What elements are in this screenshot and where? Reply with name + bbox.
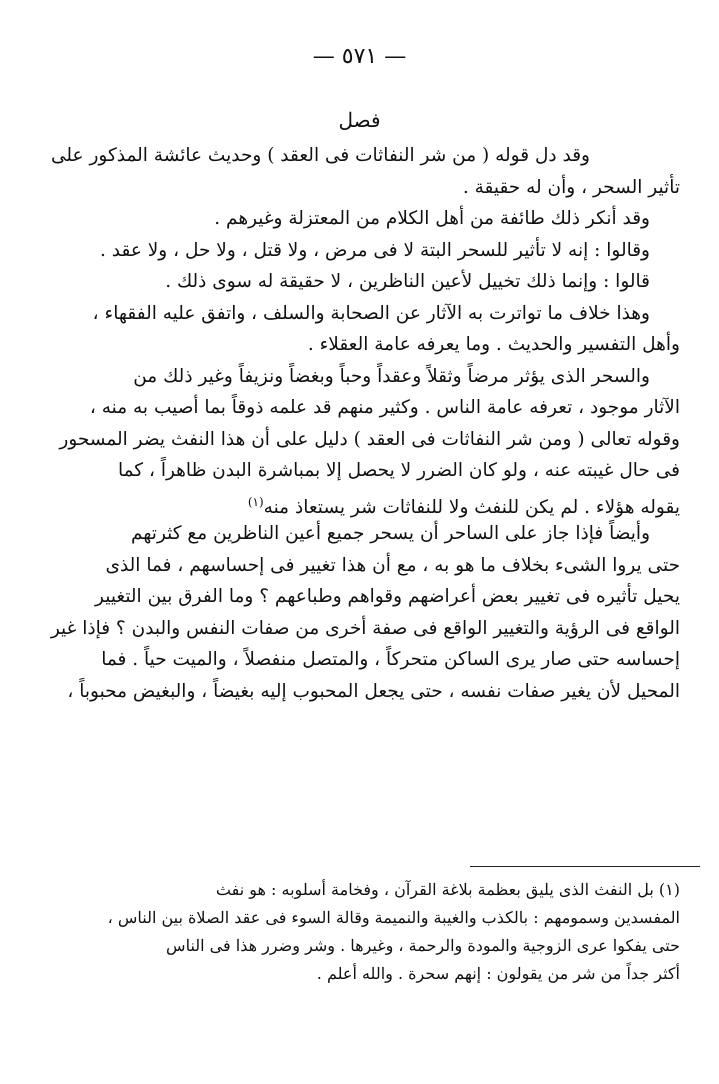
page-number: — ٥٧١ — bbox=[312, 44, 407, 69]
footnote-line: حتى يفكوا عرى الزوجية والمودة والرحمة ، وغيرها . وشر وضرر هذا فى الناس bbox=[166, 936, 680, 955]
text-line: والسحر الذى يؤثر مرضاً وثقلاً وعقداً وحباً وبغضاً ونزيفاً وغير ذلك من bbox=[133, 365, 650, 387]
footnote bbox=[60, 876, 680, 988]
text-line: وأيضاً فإذا جاز على الساحر أن يسحر جميع أعين الناظرين مع كثرتهم bbox=[130, 523, 650, 544]
text-line: إحساسه حتى صار يرى الساكن متحركاً ، والمتصل منفصلاً ، والميت حياً . فما bbox=[101, 649, 680, 670]
text-line: يحيل تأثيره فى تغيير بعض أعراضهم وقواهم وطباعهم ؟ وما الفرق بين التغيير bbox=[95, 586, 680, 607]
text-line: تأثير السحر ، وأن له حقيقة . bbox=[462, 176, 680, 198]
text-line: الآثار موجود ، تعرفه عامة الناس . وكثير منهم قد علمه ذوقاً بما أصيب به منه ، bbox=[89, 397, 680, 418]
footnote-marker: (١) bbox=[247, 494, 264, 509]
text-line: قالوا : وإنما ذلك تخييل لأعين الناظرين ، لا حقيقة له سوى ذلك . bbox=[165, 271, 650, 292]
text-line: وقالوا : إنه لا تأثير للسحر البتة لا فى مرض ، ولا قتل ، ولا حل ، ولا عقد . bbox=[99, 239, 650, 261]
text-line: وأهل التفسير والحديث . وما يعرفه عامة العقلاء . bbox=[307, 334, 680, 355]
text-line: وقد أنكر ذلك طائفة من أهل الكلام من المعتزلة وغيرهم . bbox=[214, 208, 650, 229]
footnote-line: المفسدين وسمومهم : بالكذب والغيبة والنميمة وقالة السوء فى عقد الصلاة بين الناس ، bbox=[107, 908, 680, 927]
text-line-with-footnote bbox=[60, 487, 680, 519]
text-line: وهذا خلاف ما تواترت به الآثار عن الصحابة والسلف ، واتفق عليه الفقهاء ، bbox=[92, 302, 650, 324]
text-line: وقوله تعالى ( ومن شر النفاثات فى العقد ) دليل على أن هذا النفث يضر المسحور bbox=[59, 428, 680, 450]
text-line: وقد دل قوله ( من شر النفاثات فى العقد ) وحديث عائشة المذكور على bbox=[50, 145, 590, 166]
text-line: يقوله هؤلاء . لم يكن للنفث ولا للنفاثات شر يستعاذ منه bbox=[263, 496, 680, 518]
footnote-line: (١) بل النفث الذى يليق بعظمة بلاغة القرآن ، وفخامة أسلوبه : هو نفث bbox=[215, 880, 680, 899]
text-line: حتى يروا الشىء بخلاف ما هو به ، مع أن هذا تغيير فى إحساسهم ، فما الذى bbox=[105, 554, 680, 576]
text-line: الواقع فى الرؤية والتغيير الواقع فى صفة أخرى من صفات النفس والبدن ؟ فإذا غير bbox=[50, 617, 680, 639]
section-heading: فصل bbox=[338, 108, 381, 132]
footnote-line: أكثر جداً من شر من يقولون : إنهم سحرة . والله أعلم . bbox=[316, 964, 680, 983]
main-text bbox=[50, 140, 680, 707]
text-line: فى حال غيبته عنه ، ولو كان الضرر لا يحصل إلا بمباشرة البدن ظاهراً ، كما bbox=[117, 460, 680, 481]
text-line: المحيل لأن يغير صفات نفسه ، حتى يجعل المحبوب إليه بغيضاً ، والبغيض محبوباً ، bbox=[67, 680, 680, 702]
footnote-divider bbox=[470, 866, 700, 867]
